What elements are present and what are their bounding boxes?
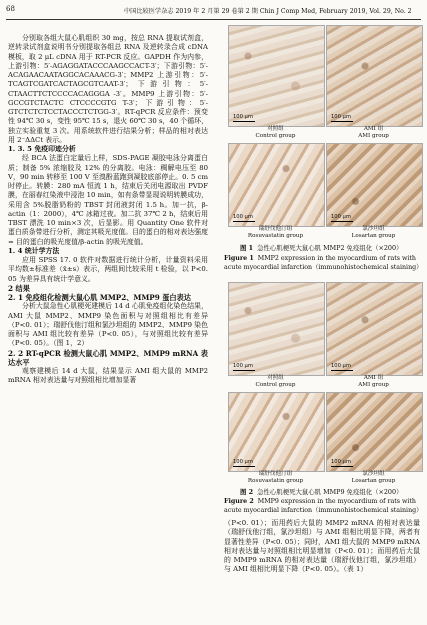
left-column: [8, 34, 208, 386]
figure-caption-cn: 图 2 急性心肌梗死大鼠心肌 MMP9 免疫组化（×200）: [240, 488, 403, 496]
micrograph-ami: 100 μm: [326, 25, 423, 127]
paragraph: 应用 SPSS 17. 0 软件对数据进行统计分析，计量资料采用平均数±标准差（x̄±s）表示，两组间比较采用 t 检验，以 P<0. 05 为差异具有统计学意义。: [8, 256, 208, 283]
panel-label: 氯沙坦组 Losartan group: [351, 471, 396, 484]
micrograph-losartan: 100 μm: [326, 392, 423, 472]
micrograph-rosuvastatin: 100 μm: [228, 143, 325, 227]
figure-caption-en: Figure 1 MMP2 expression in the myocardium of rats with acute myocardial infarction（immunohistochemical staining）: [224, 255, 423, 271]
section-heading: 2. 2 RT-qPCR 检测大鼠心肌 MMP2、MMP9 mRNA 表达水平: [8, 348, 208, 367]
micrograph-ami: 100 μm: [326, 282, 423, 376]
panel-label: AMI 组 AMI group: [358, 126, 389, 139]
section-heading: 1. 3. 5 免疫印迹分析: [8, 145, 76, 153]
panel-label: AMI 组 AMI group: [358, 375, 389, 388]
micrograph-control: 100 μm: [228, 282, 325, 376]
panel-label: 对照组 Control group: [255, 375, 296, 388]
running-header: [6, 5, 421, 17]
panel-label: 氯沙坦组 Losartan group: [351, 226, 396, 239]
right-column-text: [224, 519, 420, 575]
page-number: 68: [6, 5, 15, 13]
header-rule: [6, 19, 421, 20]
figure-caption-en: Figure 2 MMP9 expression in the myocardium of rats with acute myocardial infarction（immunohistochemical staining）: [224, 498, 423, 514]
panel-label: 瑞舒伐他汀组 Rosuvastatin group: [247, 471, 304, 484]
micrograph-control: 100 μm: [228, 25, 325, 127]
paragraph: 分析大鼠急性心肌梗死建模后 14 d 心肌免疫组化染色结果，AMI 大鼠 MMP2、MMP9 染色面积与对照组相比有差异（P<0. 01）；瑞舒伐他汀组和氯沙坦组的 MMP2、MMP9 染色面积与 AMI 组比较有差异（P<0. 05），与对照组比较有差异（P<0. 05）。（图 1，2）: [8, 302, 208, 348]
paragraph: 经 BCA 法蛋白定量后上样，SDS-PAGE 凝胶电泳分离蛋白质；制备 5% 浓缩胶及 12% 的分离胶。电泳：稠解电压至 80 V，90 min 转移至 100 V 至溴酚蓝跑到凝胶底部停止。0. 5 cm 时停止。转膜：280 mA 恒流 1 h，结束后关闭电源取出 PVDF 膜，在丽春红染液中浸泡 10 min，如有条带显现说明转膜成功，采用含 5%脱脂奶粉的 TBST 封闭液封闭 1.5 h。加一抗，β-actin（1：2000），4℃ 冰箱过夜。加二抗 37℃ 2 h，结束后用 TBST 漂洗 10 min×3 次，后显影。用 Quantity One 软件对蛋白质条带进行分析，测定其吸光度值。目的蛋白的相对表达强度 = 目的蛋白的吸光度值/β-actin 的吸光度值。: [8, 154, 208, 246]
panel-label: 对照组 Control group: [255, 126, 296, 139]
micrograph-losartan: 100 μm: [326, 143, 423, 227]
section-heading: 1. 4 统计学方法: [8, 246, 60, 255]
panel-label: 瑞舒伐他汀组 Rosuvastatin group: [247, 226, 304, 239]
journal-running-title: 中国比较医学杂志 2019 年 2 月第 29 卷第 2 期 Chin J Comp Med, February 2019, Vol. 29, No. 2: [124, 8, 412, 15]
paragraph: 观察建模后 14 d 大鼠，结果显示 AMI 组大鼠的 MMP2 mRNA 相对表达量与对照组相比增加显著: [8, 367, 208, 385]
section-heading: 2. 1 免疫组化检测大鼠心肌 MMP2、MMP9 蛋白表达: [8, 293, 191, 302]
paragraph: 分别取各组大鼠心肌组织 30 mg，按总 RNA 提取试剂盒，逆转录试剂盒说明书分别提取各组总 RNA 及逆转录合成 cDNA 模板，取 2 μL cDNA 用于 RT-PCR 反应。GAPDH 作为内参，上游引物：5′-AGAGGATACCCAAGCCACT-3′；下游引物：5′-ACAGAACAATAGGCACAAACG-3′；MMP2 上游引物：5′-TCAGTCGATCACTAGCGTCAAT-3′；下游引物：5′-CTAACTTCTCCCCACAGGGA -3′。MMP9 上游引物：5′-GCCGTCTACTC CTCCCCGTG T-3′；下游引物：5′-GTCTCTCTCCTACCCTCTGG-3′。RT-qPCR 反应条件：预变性 94℃ 30 s，变性 95℃ 15 s，退火 60℃ 30 s，40 个循环，独立实验重复 3 次。用系统软件进行结果分析；样品的相对表达用 2⁻ΔΔCt 表示。: [8, 34, 208, 144]
figure-caption-cn: 图 1 急性心肌梗死大鼠心肌 MMP2 免疫组化（×200）: [240, 244, 403, 252]
section-heading: 2 结果: [8, 283, 30, 293]
paragraph: （P<0. 01）；而用药后大鼠的 MMP2 mRNA 的相对表达量（瑞舒伐他汀组，氯沙坦组）与 AMI 组相比明显下降，两者有显著性差异（P<0. 05）；同时，AMI 组大鼠的 MMP9 mRNA 相对表达量与对照组相比明显增加（P<0. 01）；而用药后大鼠的 MMP9 mRNA 的相对表达量（瑞舒伐他汀组，氯沙坦组）与 AMI 组相比明显下降（P<0. 05）。（表 1）: [224, 519, 420, 574]
micrograph-rosuvastatin: 100 μm: [228, 392, 325, 472]
